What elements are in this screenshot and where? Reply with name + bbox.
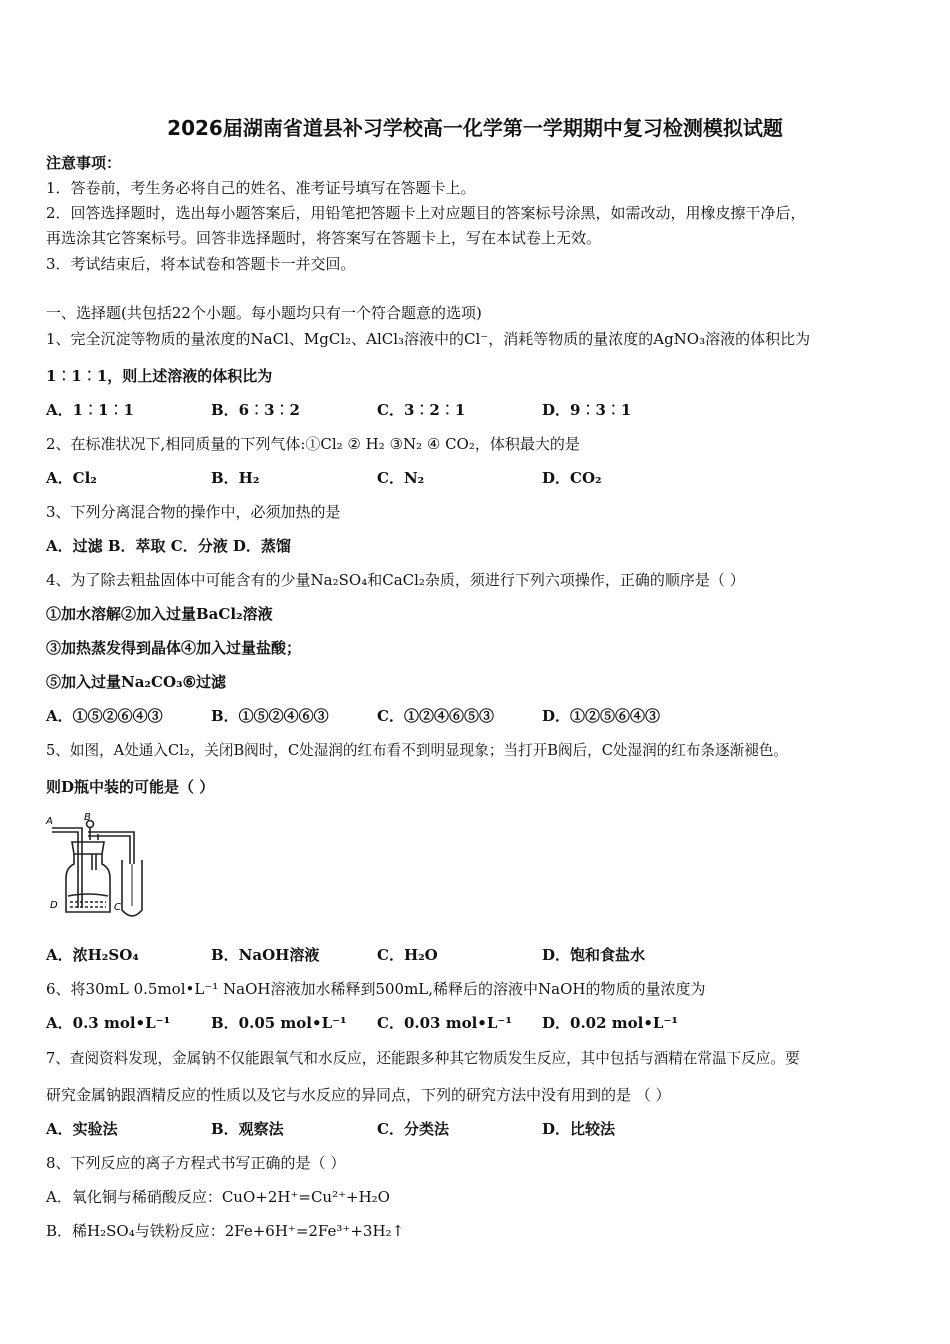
label-a: A	[46, 816, 53, 827]
label-c: C	[114, 902, 121, 913]
q7-option-b[interactable]: B．观察法	[211, 1120, 284, 1138]
notice-item-3: 3．考试结束后，将本试卷和答题卡一并交回。	[46, 255, 356, 273]
q5-stem: 5、如图，A处通入Cl₂，关闭B阀时，C处湿润的红布看不到明显现象；当打开B阀后，C处湿润的红布条逐渐褪色。	[46, 742, 789, 759]
apparatus-diagram	[44, 812, 154, 928]
q7-stem-cont: 研究金属钠跟酒精反应的性质以及它与水反应的异同点，下列的研究方法中没有用到的是 （ ）	[46, 1086, 671, 1104]
q7-option-c[interactable]: C．分类法	[377, 1120, 449, 1138]
q6-option-a[interactable]: A．0.3 mol•L⁻¹	[46, 1014, 171, 1032]
q8-option-b[interactable]: B．稀H₂SO₄与铁粉反应：2Fe+6H⁺=2Fe³⁺+3H₂↑	[46, 1222, 405, 1240]
q6-stem: 6、将30mL 0.5mol•L⁻¹ NaOH溶液加水稀释到500mL,稀释后的溶液中NaOH的物质的量浓度为	[46, 980, 706, 998]
label-d: D	[50, 900, 58, 911]
q5-option-d[interactable]: D．饱和食盐水	[542, 946, 646, 964]
q7-option-a[interactable]: A．实验法	[46, 1120, 118, 1138]
notice-item-1: 1．答卷前，考生务必将自己的姓名、准考证号填写在答题卡上。	[46, 179, 476, 197]
q1-option-a[interactable]: A．1︰1︰1	[46, 401, 134, 419]
q4-step-2: ③加热蒸发得到晶体④加入过量盐酸；	[46, 639, 302, 657]
q2-stem: 2、在标准状况下,相同质量的下列气体:①Cl₂ ② H₂ ③N₂ ④ CO₂，体积最大的是	[46, 435, 580, 453]
q1-option-b[interactable]: B．6︰3︰2	[211, 401, 300, 419]
q2-option-d[interactable]: D．CO₂	[542, 469, 602, 487]
q1-option-d[interactable]: D．9︰3︰1	[542, 401, 632, 419]
q4-option-a[interactable]: A．①⑤②⑥④③	[46, 707, 163, 725]
q1-stem-cont: 1︰1︰1，则上述溶液的体积比为	[46, 367, 273, 385]
q5-option-c[interactable]: C．H₂O	[377, 946, 438, 964]
q2-option-b[interactable]: B．H₂	[211, 469, 260, 487]
q4-option-d[interactable]: D．①②⑤⑥④③	[542, 707, 661, 725]
q4-option-c[interactable]: C．①②④⑥⑤③	[377, 707, 494, 725]
q4-stem: 4、为了除去粗盐固体中可能含有的少量Na₂SO₄和CaCl₂杂质，须进行下列六项操作，正确的顺序是（ ）	[46, 571, 745, 589]
q6-option-d[interactable]: D．0.02 mol•L⁻¹	[542, 1014, 678, 1032]
section-heading: 一、选择题(共包括22个小题。每小题均只有一个符合题意的选项)	[46, 304, 482, 322]
q3-stem: 3、下列分离混合物的操作中，必须加热的是	[46, 503, 341, 521]
q5-stem-cont: 则D瓶中装的可能是（ ）	[46, 778, 215, 796]
notice-item-2-cont: 再选涂其它答案标号。回答非选择题时，将答案写在答题卡上，写在本试卷上无效。	[46, 229, 602, 247]
q6-option-c[interactable]: C．0.03 mol•L⁻¹	[377, 1014, 512, 1032]
q1-option-c[interactable]: C．3︰2︰1	[377, 401, 466, 419]
q2-option-c[interactable]: C．N₂	[377, 469, 425, 487]
q7-stem: 7、查阅资料发现，金属钠不仅能跟氧气和水反应，还能跟多种其它物质发生反应，其中包括与酒精在常温下反应。要	[46, 1050, 800, 1067]
q6-option-b[interactable]: B．0.05 mol•L⁻¹	[211, 1014, 347, 1032]
q1-stem: 1、完全沉淀等物质的量浓度的NaCl、MgCl₂、AlCl₃溶液中的Cl⁻，消耗等物质的量浓度的AgNO₃溶液的体积比为	[46, 330, 811, 348]
gas-washing-bottle-diagram	[44, 812, 154, 924]
q5-option-a[interactable]: A．浓H₂SO₄	[46, 946, 139, 964]
q4-step-1: ①加水溶解②加入过量BaCl₂溶液	[46, 605, 273, 623]
q3-options[interactable]: A．过滤 B．萃取 C．分液 D．蒸馏	[46, 537, 291, 555]
notice-heading: 注意事项：	[46, 154, 122, 172]
q2-option-a[interactable]: A．Cl₂	[46, 469, 97, 487]
q8-option-a[interactable]: A．氧化铜与稀硝酸反应：CuO+2H⁺=Cu²⁺+H₂O	[46, 1188, 390, 1206]
notice-item-2: 2．回答选择题时，选出每小题答案后，用铅笔把答题卡上对应题目的答案标号涂黑，如需改动，用橡皮擦干净后，	[46, 204, 806, 222]
q4-step-3: ⑤加入过量Na₂CO₃⑥过滤	[46, 673, 227, 691]
q7-option-d[interactable]: D．比较法	[542, 1120, 616, 1138]
q5-option-b[interactable]: B．NaOH溶液	[211, 946, 320, 964]
page-title: 2026届湖南省道县补习学校高一化学第一学期期中复习检测模拟试题	[167, 116, 783, 140]
q4-option-b[interactable]: B．①⑤②④⑥③	[211, 707, 329, 725]
q8-stem: 8、下列反应的离子方程式书写正确的是（ ）	[46, 1154, 346, 1172]
label-b: B	[84, 812, 91, 823]
